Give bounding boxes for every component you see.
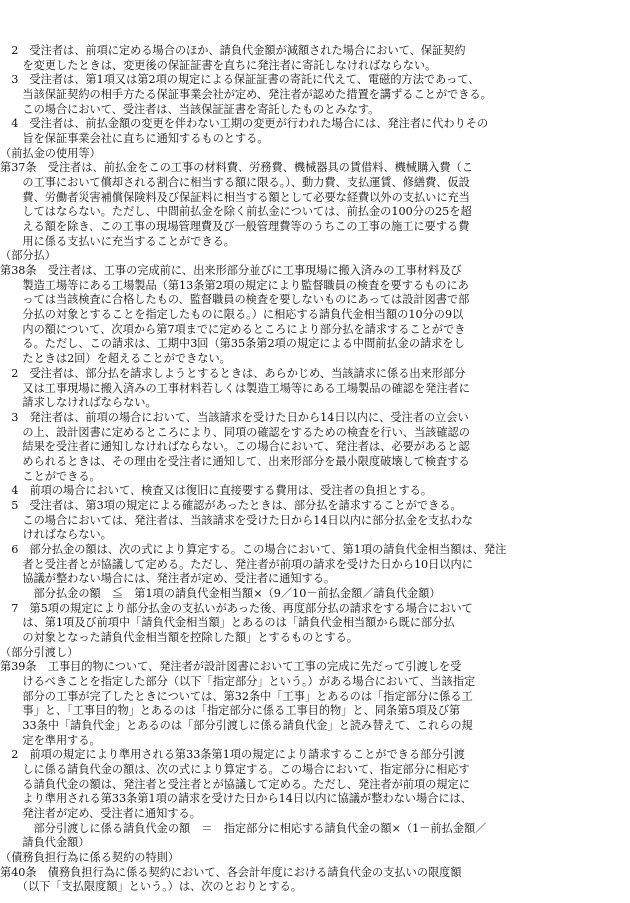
text-line: この場合において、受注者は、当該保証証書を寄託したものとみなす。 — [0, 102, 380, 116]
text-line: 事」と、「工事目的物」とあるのは「指定部分に係る工事目的物」と、同条第5項及び第 — [0, 704, 461, 718]
text-line: 又は工事現場に搬入済みの工事材料若しくは製造工場等にある工場製品の確認を発注者に — [0, 381, 470, 395]
article-line: 第39条 工事目的物について、発注者が設計図書において工事の完成に先だって引渡しを受 — [0, 660, 462, 674]
text-line: 費、労働者災害補償保険料及び保証料に相当する額として必要な経費以外の支払いに充当 — [0, 190, 470, 204]
text-line: 2 受注者は、前項に定める場合のほか、請負代金額が減額された場合において、保証契約 — [0, 44, 466, 57]
text-line: 用に係る支払いに充当することができる。 — [0, 234, 235, 248]
text-line: 33条中「請負代金」とあるのは「部分引渡しに係る請負代金」と読み替えて、これらの規 — [0, 718, 473, 732]
text-line: しに係る請負代金の額は、次の式により算定する。この場合において、指定部分に相応す — [0, 762, 470, 776]
text-line: 5 受注者は、第3項の規定による確認があったときは、部分払を請求することができる。 — [0, 498, 462, 512]
text-line: る。ただし、この請求は、工期中3回（第35条第2項の規定による中間前払金の請求をし — [0, 337, 465, 351]
text-line: ければならない。 — [0, 528, 112, 542]
text-line: 製造工場等にある工場製品（第13条第2項の規定により監督職員の検査を要するものにあ — [0, 278, 469, 292]
text-line: より準用される第33条第1項の請求を受けた日から14日以内に協議が整わない場合には、 — [0, 792, 472, 806]
text-line: 請負代金額） — [0, 836, 90, 850]
text-line: められるときは、その理由を受注者に通知して、出来形部分を最小限度破壊して検査する — [0, 454, 470, 468]
formula-line: 部分払金の額 ≦ 第1項の請負代金相当額×（9／10－前払金額／請負代金額） — [0, 586, 441, 600]
section-heading: （部分払） — [0, 249, 56, 263]
text-line: る請負代金の額は、発注者と受注者とが協議して定める。ただし、発注者が前項の規定に — [0, 777, 470, 791]
article-line: 第38条 受注者は、工事の完成前に、出来形部分並びに工事現場に搬入済みの工事材料及び — [0, 264, 462, 278]
text-line: 発注者が定め、受注者に通知する。 — [0, 807, 201, 820]
text-line: 者と受注者とが協議して定める。ただし、発注者が前項の請求を受けた日から10日以内に — [0, 557, 473, 571]
text-line: この場合においては、発注者は、当該請求を受けた日から14日以内に部分払金を支払わな — [0, 513, 473, 527]
text-line: してはならない。ただし、中間前払金を除く前払金については、前払金の100分の25を超 — [0, 205, 472, 219]
text-line: 部分の工事が完了したときについては、第32条中「工事」とあるのは「指定部分に係る工 — [0, 689, 473, 703]
text-line: は、第1項及び前項中「請負代金相当額」とあるのは「請負代金相当額から既に部分払 — [0, 616, 455, 630]
text-line: 7 第5項の規定により部分払金の支払いがあった後、再度部分払の請求をする場合において — [0, 601, 473, 615]
text-line: の上、設計図書に定めるところにより、同項の確認をするための検査を行い、当該確認の — [0, 425, 470, 439]
text-line: 4 受注者は、前払金額の変更を伴わない工期の変更が行われた場合には、発注者に代わりその — [0, 117, 489, 131]
formula-line: 部分引渡しに係る請負代金の額 ＝ 指定部分に相応する請負代金の額×（1－前払金額／ — [0, 821, 487, 835]
text-line: 4 前項の場合において、検査又は復旧に直接要する費用は、受注者の負担とする。 — [0, 484, 433, 498]
text-line: 2 前項の規定により準用される第33条第1項の規定により請求することができる部分引渡 — [0, 748, 465, 762]
text-line: の対象となった請負代金相当額を控除した額」とするものとする。 — [0, 630, 359, 644]
text-line: を変更したときは、変更後の保証証書を直ちに発注者に寄託しなければならない。 — [0, 58, 437, 72]
text-line: 結果を受注者に通知しなければならない。この場合において、発注者は、必要があると認 — [0, 440, 470, 454]
text-line: の工事において償却される割合に相当する額に限る。）、動力費、支払運賃、修繕費、仮設 — [0, 176, 470, 190]
text-line: 協議が整わない場合には、発注者が定め、受注者に通知する。 — [0, 572, 336, 586]
text-line: （以下「支払限度額」という。）は、次のとおりとする。 — [0, 880, 303, 894]
text-line: っては当該検査に合格したもの、監督職員の検査を要しないものにあっては設計図書で部 — [0, 293, 470, 307]
section-heading: （前払金の使用等） — [0, 146, 101, 160]
text-line: 旨を保証事業会社に直ちに通知するものとする。 — [0, 132, 269, 145]
article-line: 第37条 受注者は、前払金をこの工事の材料費、労務費、機械器具の賃借料、機械購入費（こ — [0, 161, 473, 175]
text-line: 当該保証契約の相手方たる保証事業会社が定め、発注者が認めた措置を講ずることができる。 — [0, 88, 492, 101]
text-line: ことができる。 — [0, 469, 101, 483]
text-line: 請求しなければならない。 — [0, 396, 157, 410]
text-line: 定を準用する。 — [0, 733, 101, 747]
text-line: える額を除き、この工事の現場管理費及び一般管理費等のうちこの工事の施工に要する費 — [0, 220, 470, 234]
text-line: 内の額について、次項から第7項までに定めるところにより部分払を請求することができ — [0, 322, 466, 336]
text-line: 2 受注者は、部分払を請求しようとするときは、あらかじめ、当該請求に係る出来形部分 — [0, 366, 466, 380]
section-heading: （部分引渡し） — [0, 645, 79, 659]
text-line: たときは2回）を超えることができない。 — [0, 352, 231, 366]
text-line: けるべきことを指定した部分（以下「指定部分」という。）がある場合において、当該指定 — [0, 674, 476, 688]
text-line: 3 発注者は、前項の場合において、当該請求を受けた日から14日以内に、受注者の立会い — [0, 410, 469, 424]
section-heading: （債務負担行為に係る契約の特則） — [0, 851, 180, 864]
text-line: 6 部分払金の額は、次の式により算定する。この場合において、第1項の請負代金相当額は、発注 — [0, 542, 507, 556]
text-line: 3 受注者は、第1項又は第2項の規定による保証証書の寄託に代えて、電磁的方法であって、 — [0, 73, 480, 87]
article-line: 第40条 債務負担行為に係る契約において、各会計年度における請負代金の支払いの限度額 — [0, 865, 462, 879]
text-line: 分払の対象とすることを指定したものに限る。）に相応する請負代金相当額の10分の9以 — [0, 308, 464, 322]
